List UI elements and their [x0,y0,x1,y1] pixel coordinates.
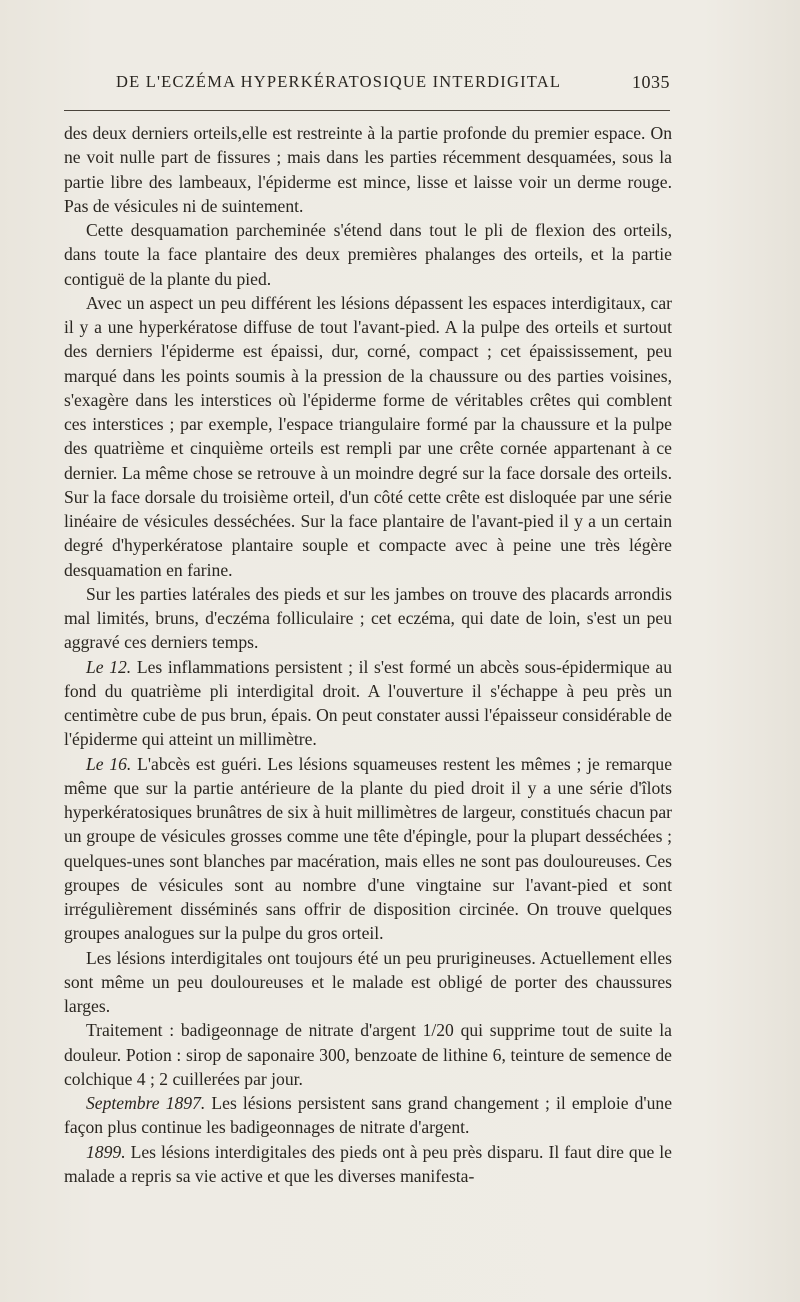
paragraph: Le 16. L'abcès est guéri. Les lésions squameuses restent les mêmes ; je remarque même que sur la partie antérieure de la plante du pied droit il y a une série d'îlots hyperkératosiques brunâtres de six à huit millimètres de largeur, constitués chacun par un groupe de vésicules grosses comme une tête d'épingle, pour la plupart desséchées ; quelques-unes sont blanches par macération, mais elles ne sont pas douloureuses. Ces groupes de vésicules sont au nombre d'une vingtaine sur l'avant-pied et sont irrégulièrement disséminés sans offrir de disposition circinée. On trouve quelques groupes analogues sur la pulpe du gros orteil. [64,753,673,944]
body-text [64,121,672,1188]
running-title: DE L'ECZÉMA HYPERKÉRATOSIQUE INTERDIGITAL [116,72,562,91]
paragraph: Cette desquamation parcheminée s'étend dans tout le pli de flexion des orteils, dans toute la face plantaire des deux premières phalanges des orteils, et la partie contiguë de la plante du pied. [64,220,672,289]
date-lead: Le 12. [86,656,132,677]
paragraph: Traitement : badigeonnage de nitrate d'argent 1/20 qui supprime tout de suite la douleur. Potion : sirop de saponaire 300, benzoate de lithine 6, teinture de semence de colchique 4 ; 2 cuillerées par jour. [64,1020,672,1089]
page-header [64,72,670,102]
date-lead: Septembre 1897. [86,1093,206,1113]
paragraph: Les lésions interdigitales ont toujours été un peu prurigineuses. Actuellement elles sont même un peu douloureuses et le malade est obligé de porter des chaussures larges. [64,947,672,1016]
paragraph: Septembre 1897. Les lésions persistent sans grand changement ; il emploie d'une façon plus continue les badigeonnages de nitrate d'argent. [64,1093,673,1138]
date-lead: Le 16. [86,753,132,774]
paragraph: Le 12. Les inflammations persistent ; il s'est formé un abcès sous-épidermique au fond du quatrième pli interdigital droit. A l'ouverture il s'échappe à peu près un centimètre cube de pus brun, épais. On peut constater aussi l'épaisseur considérable de l'épiderme qui atteint un millimètre. [64,656,673,750]
paragraph: 1899. Les lésions interdigitales des pieds ont à peu près disparu. Il faut dire que le malade a repris sa vie active et que les diverses manifesta- [64,1141,672,1186]
paragraph: Sur les parties latérales des pieds et sur les jambes on trouve des placards arrondis mal limités, bruns, d'eczéma folliculaire ; cet eczéma, qui date de loin, s'est un peu aggravé ces derniers temps. [64,583,672,653]
paragraph: Avec un aspect un peu différent les lésions dépassent les espaces interdigitaux, car il y a une hyperkératose diffuse de tout l'avant-pied. A la pulpe des orteils et surtout des derniers l'épiderme est épaissi, dur, corné, compact ; cet épaississement, peu marqué dans les points soumis à la pression de la chaussure ou des parties voisines, s'exagère dans les interstices où l'épiderme forme de véritables crêtes qui comblent ces interstices ; par exemple, l'espace triangulaire formé par la chaussure et la pulpe des quatrième et cinquième orteils est rempli par une crête cornée appartenant à ce dernier. La même chose se retrouve à un moindre degré sur la face dorsale des orteils. Sur la face dorsale du troisième orteil, d'un côté cette crête est disloquée par une série linéaire de vésicules desséchées. Sur la face plantaire de l'avant-pied il y a un certain degré d'hyperkératose plantaire souple et compacte avec à peine une très légère desquamation en farine. [64,292,672,580]
header-rule [64,110,670,111]
paragraph: des deux derniers orteils,elle est restreinte à la partie profonde du premier espace. On ne voit nulle part de fissures ; mais dans les parties récemment desquamées, sous la partie libre des lambeaux, l'épiderme est mince, lisse et laisse voir un derme rouge. Pas de vésicules ni de suintement. [64,123,672,216]
page-number: 1035 [632,72,670,92]
date-lead: 1899. [86,1141,126,1162]
